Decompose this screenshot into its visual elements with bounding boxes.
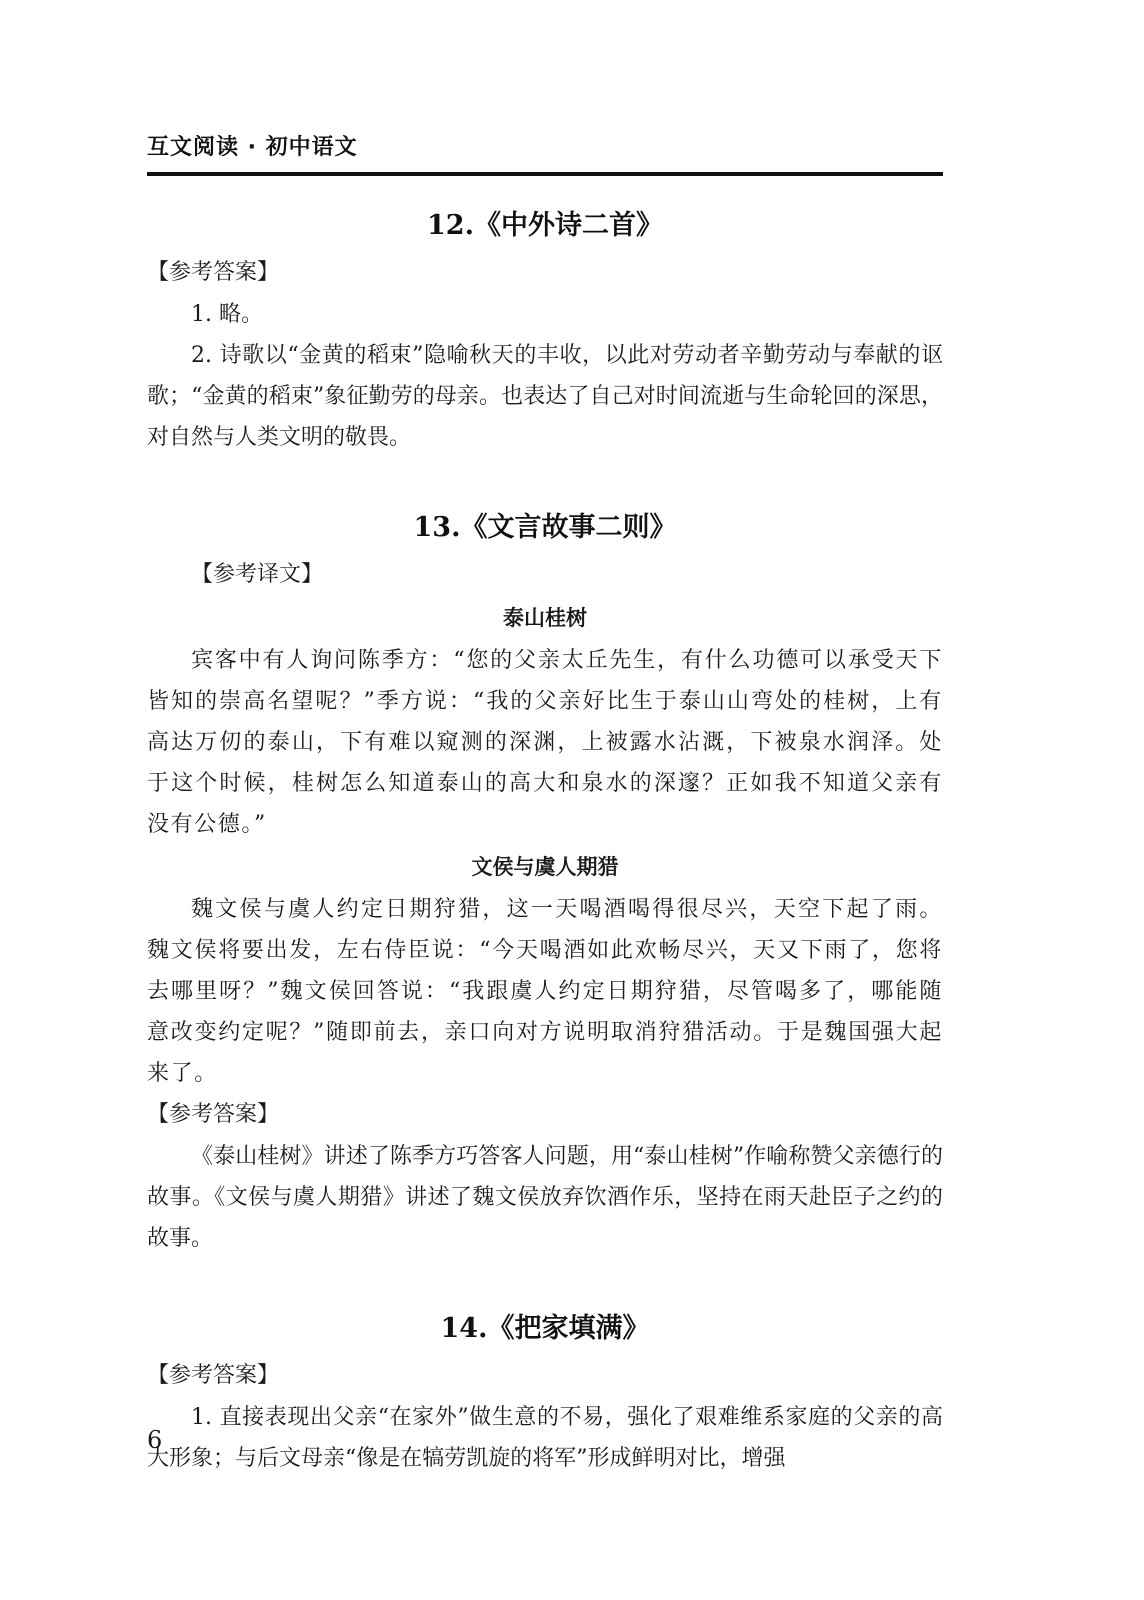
answer-label: 【参考答案】 [147,260,280,285]
section-14 [147,1303,943,1479]
section-title: 14.《把家填满》 [440,1313,650,1344]
page-number: 6 [147,1426,163,1454]
answer-label: 【参考答案】 [147,1102,280,1127]
header-rule [147,172,943,176]
answer-paragraph: 1. 直接表现出父亲“在家外”做生意的不易，强化了艰难维系家庭的父亲的高大形象；与后文母亲“像是在犒劳凯旋的将军”形成鲜明对比，增强 [147,1405,943,1471]
story-text: 宾客中有人询问陈季方：“您的父亲太丘先生，有什么功德可以承受天下皆知的崇高名望呢？”季方说：“我的父亲好比生于泰山山弯处的桂树，上有高达万仞的泰山，下有难以窥测的深渊，上被露水沾溉，下被泉水润泽。处于这个时候，桂树怎么知道泰山的高大和泉水的深邃？正如我不知道父亲有没有公德。” [147,648,943,837]
section-spacer [147,1259,943,1303]
section-spacer [147,458,943,502]
story-title: 文侯与虞人期猎 [471,854,619,879]
running-header: 互文阅读 · 初中语文 [147,135,358,160]
answer-paragraph: 2. 诗歌以“金黄的稻束”隐喻秋天的丰收，以此对劳动者辛勤劳动与奉献的讴歌；“金黄的稻束”象征勤劳的母亲。也表达了自己对时间流逝与生命轮回的深思，对自然与人类文明的敬畏。 [147,343,943,450]
translation-label: 【参考译文】 [191,562,324,587]
answer-paragraph: 《泰山桂树》讲述了陈季方巧答客人问题，用“泰山桂树”作喻称赞父亲德行的故事。《文侯与虞人期猎》讲述了魏文侯放弃饮酒作乐，坚持在雨天赴臣子之约的故事。 [147,1144,943,1251]
answer-label: 【参考答案】 [147,1363,280,1388]
answer-paragraph: 1. 略。 [191,302,263,327]
section-13 [147,502,943,1259]
section-title: 13.《文言故事二则》 [413,512,677,543]
section-title: 12.《中外诗二首》 [427,210,663,241]
story-title: 泰山桂树 [503,605,587,630]
page-content [147,200,943,1479]
story-text: 魏文侯与虞人约定日期狩猎，这一天喝酒喝得很尽兴，天空下起了雨。魏文侯将要出发，左右侍臣说：“今天喝酒如此欢畅尽兴，天又下雨了，您将去哪里呀？”魏文侯回答说：“我跟虞人约定日期狩猎，尽管喝多了，哪能随意改变约定呢？”随即前去，亲口向对方说明取消狩猎活动。于是魏国强大起来了。 [147,897,943,1086]
section-12 [147,200,943,458]
